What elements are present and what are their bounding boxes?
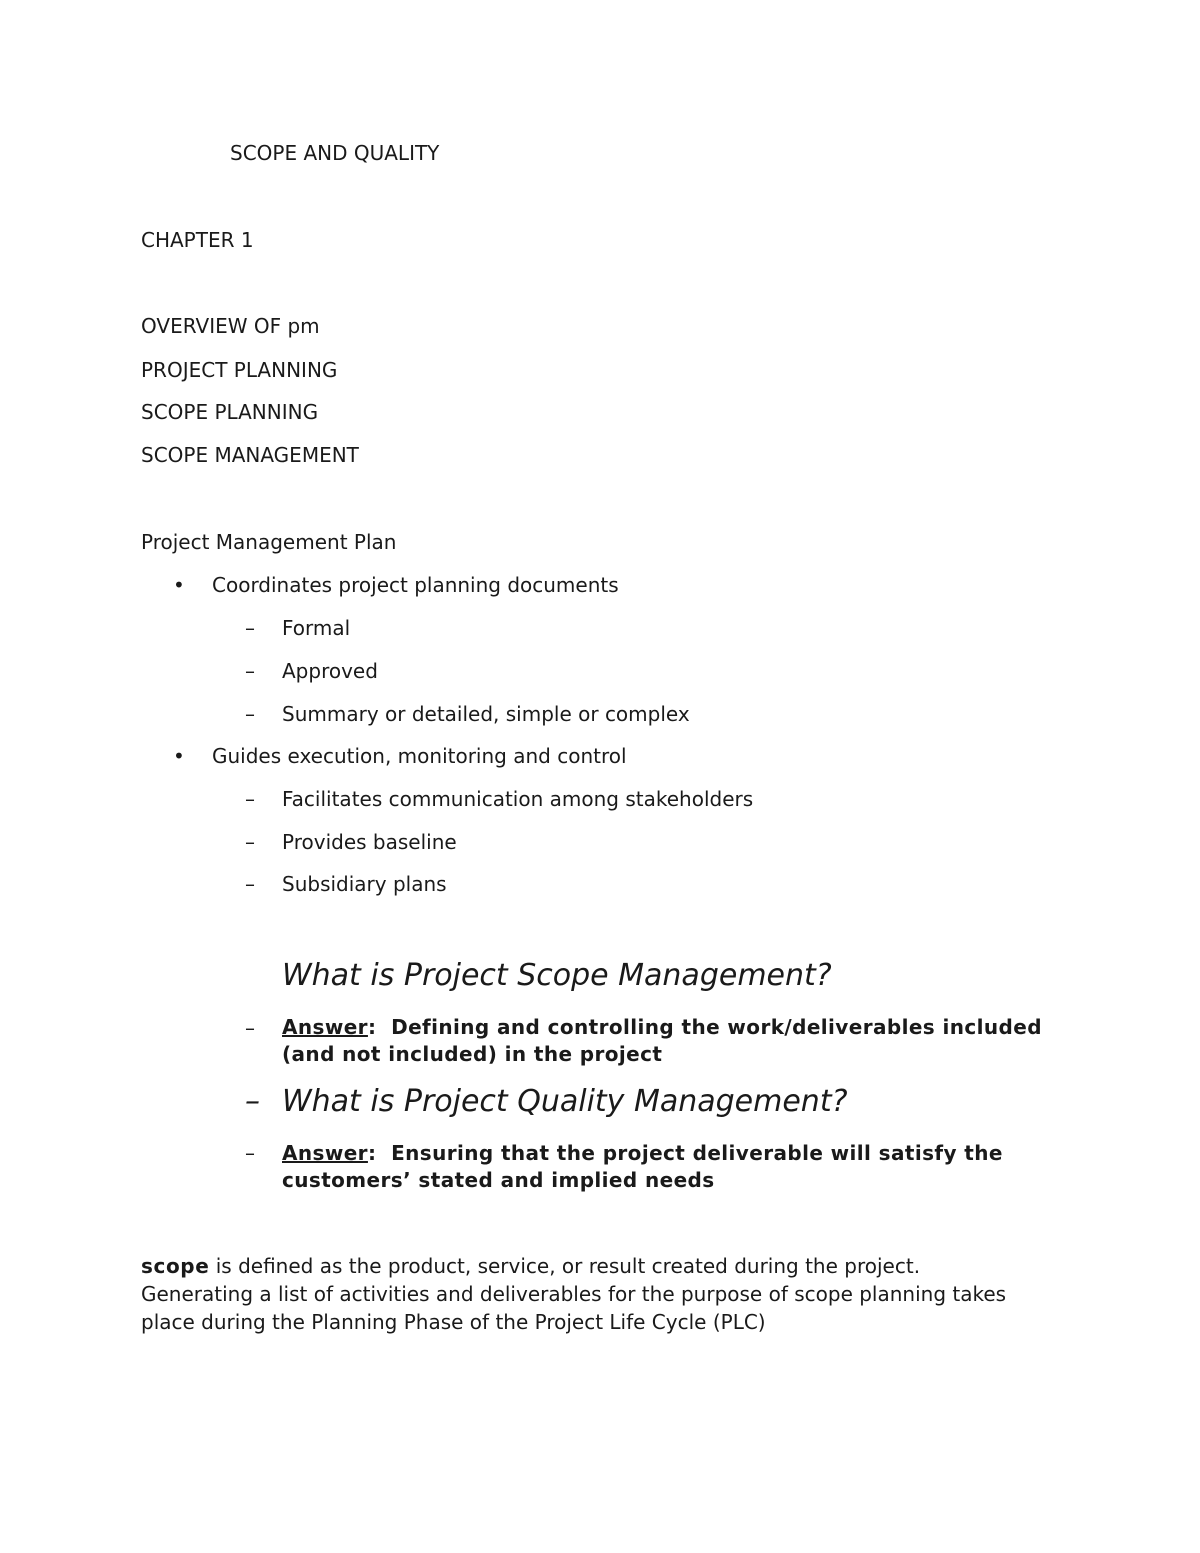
- chapter-heading: CHAPTER 1: [141, 228, 254, 252]
- dash-glyph: –: [245, 872, 255, 896]
- topic-item: PROJECT PLANNING: [141, 358, 338, 382]
- dash-glyph: –: [245, 702, 255, 726]
- sub-bullet-item: Facilitates communication among stakeholders: [282, 787, 754, 811]
- sub-bullet-item: Summary or detailed, simple or complex: [282, 702, 690, 726]
- topic-item: SCOPE MANAGEMENT: [141, 443, 359, 467]
- definition-paragraph: [141, 1252, 1021, 1336]
- sub-bullet-item: Provides baseline: [282, 830, 457, 854]
- answer-colon: :: [367, 1015, 377, 1039]
- answer-label: Answer: [282, 1015, 368, 1039]
- bullet-glyph: •: [173, 573, 185, 597]
- answer-text: Ensuring that the project deliverable will satisfy the customers’ stated and implied needs: [282, 1141, 1003, 1192]
- dash-glyph: –: [245, 1141, 255, 1165]
- answer-label: Answer: [282, 1141, 368, 1165]
- section-heading: Project Management Plan: [141, 530, 397, 554]
- definition-text: is defined as the product, service, or result created during the project. Generating a list of activities and deliverables for the purpose of scope planning takes place during the Planning Phase of the Project Life Cycle (PLC): [141, 1254, 1007, 1334]
- bullet-item: Coordinates project planning documents: [212, 573, 619, 597]
- answer-text: Defining and controlling the work/deliverables included (and not included) in the project: [282, 1015, 1042, 1066]
- dash-glyph: –: [245, 616, 255, 640]
- answer-block: [282, 1140, 1062, 1194]
- dash-glyph: –: [245, 1084, 260, 1119]
- topic-item: OVERVIEW OF pm: [141, 314, 320, 338]
- sub-bullet-item: Subsidiary plans: [282, 872, 447, 896]
- document-title: SCOPE AND QUALITY: [230, 141, 440, 165]
- sub-bullet-item: Approved: [282, 659, 378, 683]
- bullet-item: Guides execution, monitoring and control: [212, 744, 627, 768]
- question-heading: What is Project Quality Management?: [282, 1084, 848, 1119]
- bullet-glyph: •: [173, 744, 185, 768]
- answer-block: [282, 1014, 1062, 1068]
- dash-glyph: –: [245, 1016, 255, 1040]
- dash-glyph: –: [245, 787, 255, 811]
- sub-bullet-item: Formal: [282, 616, 351, 640]
- topic-item: SCOPE PLANNING: [141, 400, 319, 424]
- answer-colon: :: [367, 1141, 377, 1165]
- dash-glyph: –: [245, 830, 255, 854]
- question-heading: What is Project Scope Management?: [282, 958, 832, 993]
- definition-term: scope: [141, 1254, 210, 1278]
- dash-glyph: –: [245, 659, 255, 683]
